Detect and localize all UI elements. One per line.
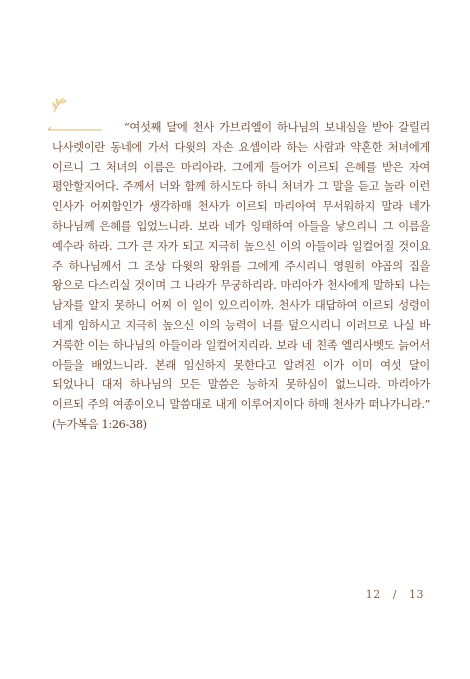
page-separator-space (401, 588, 405, 601)
page-total: 13 (409, 588, 424, 601)
sprig-icon (50, 94, 70, 114)
scripture-passage: “여섯째 달에 천사 가브리엘이 하나님의 보내심을 받아 갈릴리 나사렛이란 동네에 가서 다윗의 자손 요셉이라 하는 사람과 약혼한 처녀에게 이르니 그 처녀의 이름은 마리아라. 그에게 들어가 이르되 은혜를 받은 자여 평안할지어다. 주께서 너와 함께 하시도다 하니 처녀가 그 말을 듣고 놀라 이런 인사가 어찌함인가 생각하매 천사가 이르되 마리아여 무서워하지 말라 네가 하나님께 은혜를 입었느니라. 보라 네가 잉태하여 아들을 낳으리니 그 이름을 예수라 하라. 그가 큰 자가 되고 지극히 높으신 이의 아들이라 일컬어질 것이요 주 하나님께서 그 조상 다윗의 왕위를 그에게 주시리니 영원히 야곱의 집을 왕으로 다스리실 것이며 그 나라가 무궁하리라. 마리아가 천사에게 말하되 나는 남자를 알지 못하니 어찌 이 일이 있으리이까. 천사가 대답하여 이르되 성령이 네게 임하시고 지극히 높으신 이의 능력이 너를 덮으시리니 이러므로 나실 바 거룩한 이는 하나님의 아들이라 일컬어지리라. 보라 네 친족 엘리사벳도 늙어서 아들을 배었느니라. 본래 임신하지 못한다고 알려진 이가 이미 여섯 달이 되었나니 대저 하나님의 모든 말씀은 능하지 못하심이 없느니라. 마리아가 이르되 주의 여종이오니 말씀대로 내게 이루어지이다 하매 천사가 떠나가니라.” (누가복음 1:26-38) (52, 121, 430, 431)
page-indicator (366, 588, 424, 601)
page-separator-slash: / (392, 588, 397, 601)
page-current: 12 (365, 588, 381, 601)
page-separator (385, 588, 389, 601)
